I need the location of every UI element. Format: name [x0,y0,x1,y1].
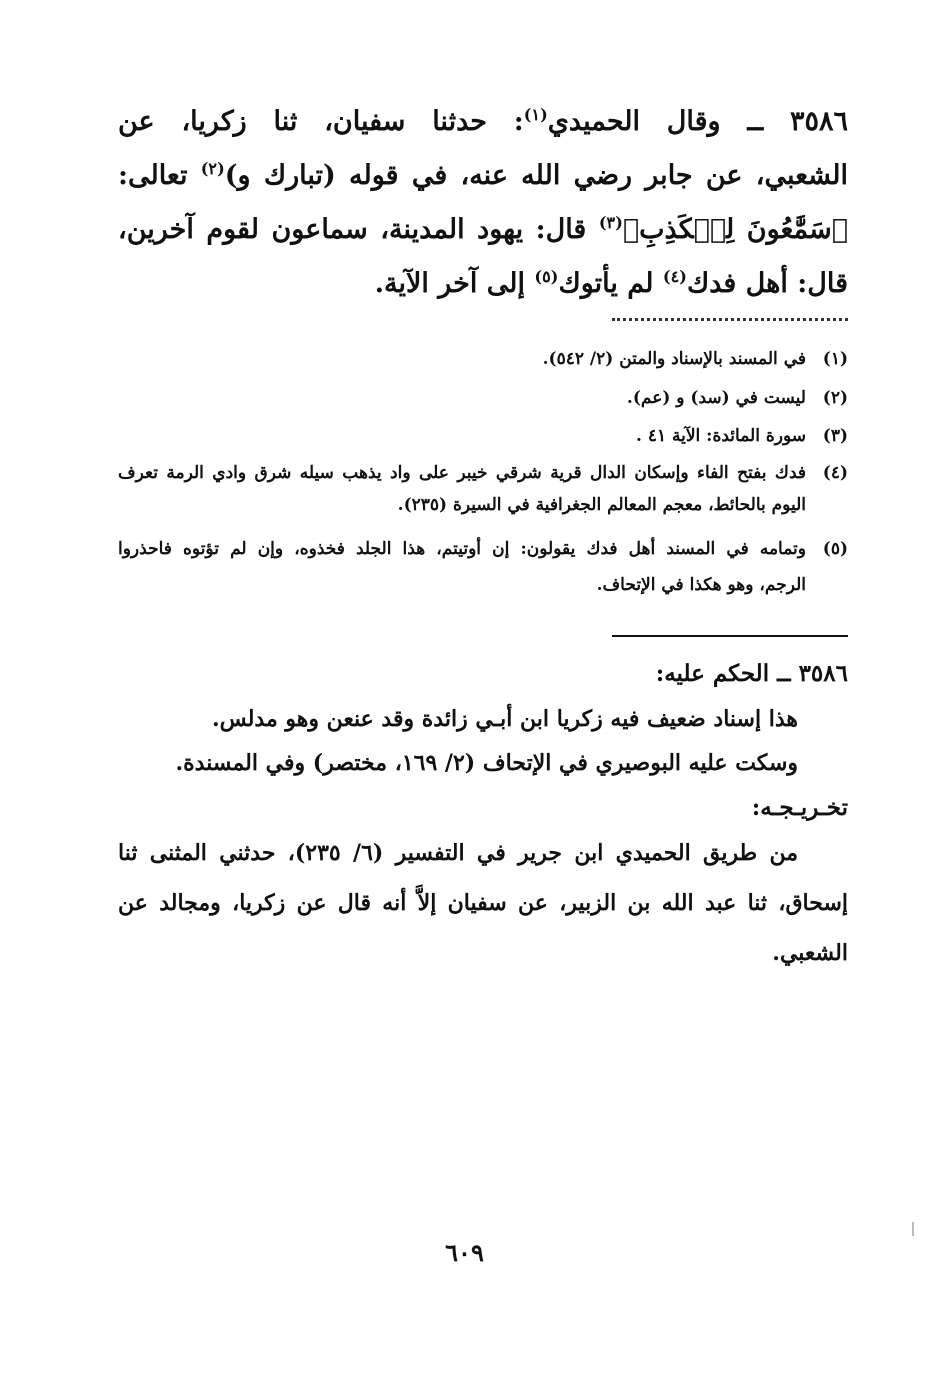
quran-verse: ﴿سَمَّٰعُونَ لِلۡكَذِبِ﴾ [622,214,848,245]
takhrij-text [118,828,848,978]
footnote-2 [118,385,848,411]
footnote-number: (١) [822,349,848,369]
footnote-ref: (٥) [534,267,559,286]
hukm-heading: ٣٥٨٦ ــ الحكم عليه: [655,660,848,687]
text-segment: : حدثنا سفيان، ثنا زكريا، عن [118,106,524,137]
footnote-text: وتمامه في المسند أهل فدك يقولون: إن أوتيتم، هذا الجلد فخذوه، وإن لم تؤتوه فاحذروا [118,539,806,559]
hukm-paragraph-2: وسكت عليه البوصيري في الإتحاف (٢/ ١٦٩، مختصر) وفي المسندة. [175,750,798,776]
hadith-line-1 [118,95,848,149]
hadith-line-4 [118,257,848,311]
page-number: ٦٠٩ [445,1238,484,1267]
takhrij-line-2: إسحاق، ثنا عبد الله بن الزبير، عن سفيان إلاَّ أنه قال عن زكريا، ومجالد عن [118,890,848,916]
footnote-ref: (١) [523,105,548,124]
text-segment: إلى آخر الآية. [374,268,535,299]
takhrij-heading: تخـريـجـه: [751,794,848,821]
footnote-number: (٥) [822,539,848,559]
footnote-text: اليوم بالحائط، معجم المعالم الجغرافية في السيرة (٢٣٥). [397,495,806,515]
footnote-number: (٢) [822,388,848,408]
footnote-text: سورة المائدة: الآية ٤١ . [635,426,806,446]
hadith-line-3 [118,203,848,257]
footnote-text: ليست في (سد) و (عم). [626,388,806,408]
takhrij-line-3: الشعبي. [772,940,848,966]
footnote-ref: (٣) [598,213,623,232]
hadith-text [118,95,848,311]
footnote-1 [118,346,848,372]
takhrij-line-1: من طريق الحميدي ابن جرير في التفسير (٦/ ٢٣٥)، حدثني المثنى ثنا [118,840,798,866]
scan-mark [912,1222,914,1236]
text-segment: الشعبي، عن جابر رضي الله عنه، في قوله (تبارك و) [224,160,848,191]
text-segment: قال: أهل فدك [686,268,848,299]
hadith-line-2 [118,149,848,203]
section-divider [612,635,848,637]
footnote-4 [118,460,848,518]
footnote-ref: (٢) [200,159,225,178]
footnote-separator [612,318,848,321]
hukm-paragraph-1: هذا إسناد ضعيف فيه زكريا ابن أبـي زائدة وقد عنعن وهو مدلس. [212,706,798,732]
footnote-5 [118,536,848,598]
footnote-ref: (٤) [662,267,687,286]
footnote-text: فدك بفتح الفاء وإسكان الدال قرية شرقي خيبر على واد يذهب سيله شرق وادي الرمة تعرف [118,463,806,483]
text-segment: تعالى: [118,160,201,191]
text-segment: قال: يهود المدينة، سماعون لقوم آخرين، [118,214,599,245]
footnote-number: (٤) [822,463,848,483]
footnote-3 [118,423,848,449]
text-segment: ٣٥٨٦ ــ وقال الحميدي [547,106,849,137]
footnote-text: في المسند بالإسناد والمتن (٢/ ٥٤٢). [542,349,806,369]
footnote-text: الرجم، وهو هكذا في الإتحاف. [596,575,806,595]
text-segment: لم يأتوك [558,268,663,299]
footnote-number: (٣) [822,426,848,446]
